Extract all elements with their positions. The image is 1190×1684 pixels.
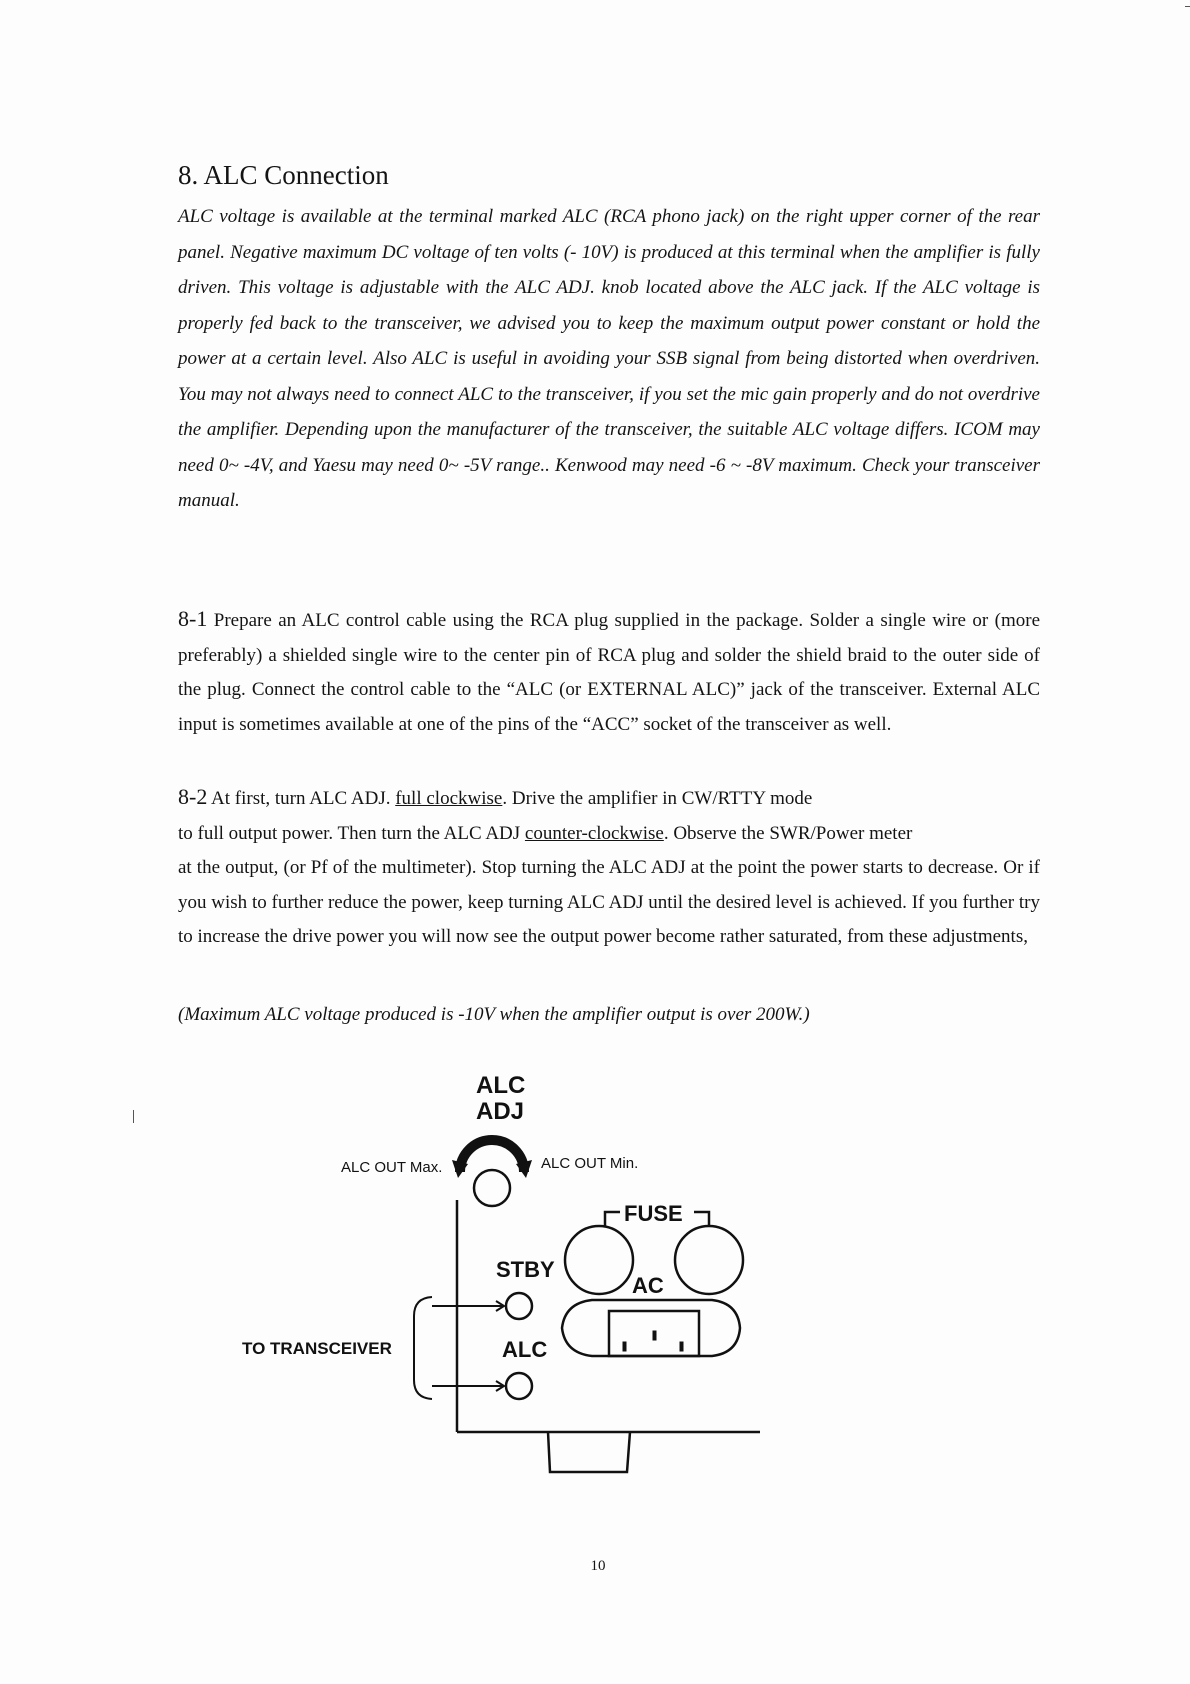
step-8-2-line-2-text-b: . Observe the SWR/Power meter: [663, 822, 913, 844]
fuse-label: FUSE: [624, 1201, 683, 1226]
step-8-2-line-1-text-a: At first, turn ALC ADJ.: [211, 788, 391, 809]
section-heading: 8. ALC Connection: [178, 160, 389, 190]
step-8-2-line-1-text-b: . Drive the amplifier in CW/RTTY mode: [502, 788, 813, 809]
step-8-1: [178, 602, 1040, 742]
step-8-1-text: Prepare an ALC control cable using the RCA plug supplied in the package. Solder a single wire or (more preferably) a shielded single wire to the center pin of RCA plug and solder the shield braid to the outer side of the plug. Connect the control cable to the “ALC (or EXTERNAL ALC)” jack of the transceiver. External ALC input is sometimes available at one of the pins of the “ACC” socket of the transceiver as well.: [178, 610, 1041, 735]
alc-adj-label-line-1: ALC: [476, 1072, 526, 1099]
ac-inlet-icon: [562, 1300, 740, 1356]
alc-adj-label-line-2: ADJ: [476, 1098, 525, 1125]
alc-adj-knob-icon: [452, 1140, 532, 1206]
to-transceiver-label: TO TRANSCEIVER: [242, 1339, 392, 1358]
step-8-2-line-2-text-a: to full output power. Then turn the ALC ADJ: [178, 822, 521, 844]
ac-label: AC: [632, 1273, 664, 1298]
alc-jack-label: ALC: [502, 1337, 548, 1362]
transceiver-cable-icon: [414, 1297, 504, 1399]
page-number: 10: [590, 1558, 606, 1574]
scan-speck: [133, 1110, 134, 1123]
step-8-2-rest: at the output, (or Pf of the multimeter). Stop turning the ALC ADJ at the point the power starts to decrease. Or if you wish to further reduce the power, keep turning ALC ADJ until the desired level is achieved. If you further try to increase the drive power you will now see the output power become rather saturated, from these adjustments,: [178, 857, 1040, 947]
step-8-2-line-1: [178, 780, 1040, 817]
full-clockwise-emphasis: full clockwise: [395, 788, 503, 809]
scan-speck: [1185, 6, 1190, 7]
alc-out-max-label: ALC OUT Max.: [341, 1159, 443, 1176]
step-8-2-number: 8-2: [178, 784, 208, 809]
max-voltage-note: (Maximum ALC voltage produced is -10V when the amplifier output is over 200W.): [178, 1004, 810, 1025]
rear-panel-diagram: [0, 1060, 1190, 1480]
alc-out-min-label: ALC OUT Min.: [541, 1155, 639, 1172]
stby-label: STBY: [496, 1257, 555, 1282]
stby-jack-icon: [506, 1293, 532, 1319]
step-8-2-line-2: [178, 817, 1040, 852]
intro-paragraph: ALC voltage is available at the terminal marked ALC (RCA phono jack) on the right upper corner of the rear panel. Negative maximum DC voltage of ten volts (- 10V) is produced at this terminal when the amplifier is fully driven. This voltage is adjustable with the ALC ADJ. knob located above the ALC jack. If the ALC voltage is properly fed back to the transceiver, we advised you to keep the maximum output power constant or hold the power at a certain level. Also ALC is useful in avoiding your SSB signal from being distorted when overdriven. You may not always need to connect ALC to the transceiver, if you set the mic gain properly and do not overdrive the amplifier. Depending upon the manufacturer of the transceiver, the suitable ALC voltage differs. ICOM may need 0~ -4V, and Yaesu may need 0~ -5V range.. Kenwood may need -6 ~ -8V maximum. Check your transceiver manual.: [178, 206, 1040, 511]
step-8-1-number: 8-1: [178, 606, 208, 631]
step-8-2: [178, 780, 1040, 955]
alc-jack-icon: [506, 1373, 532, 1399]
counter-clockwise-emphasis: counter-clockwise: [524, 822, 664, 844]
